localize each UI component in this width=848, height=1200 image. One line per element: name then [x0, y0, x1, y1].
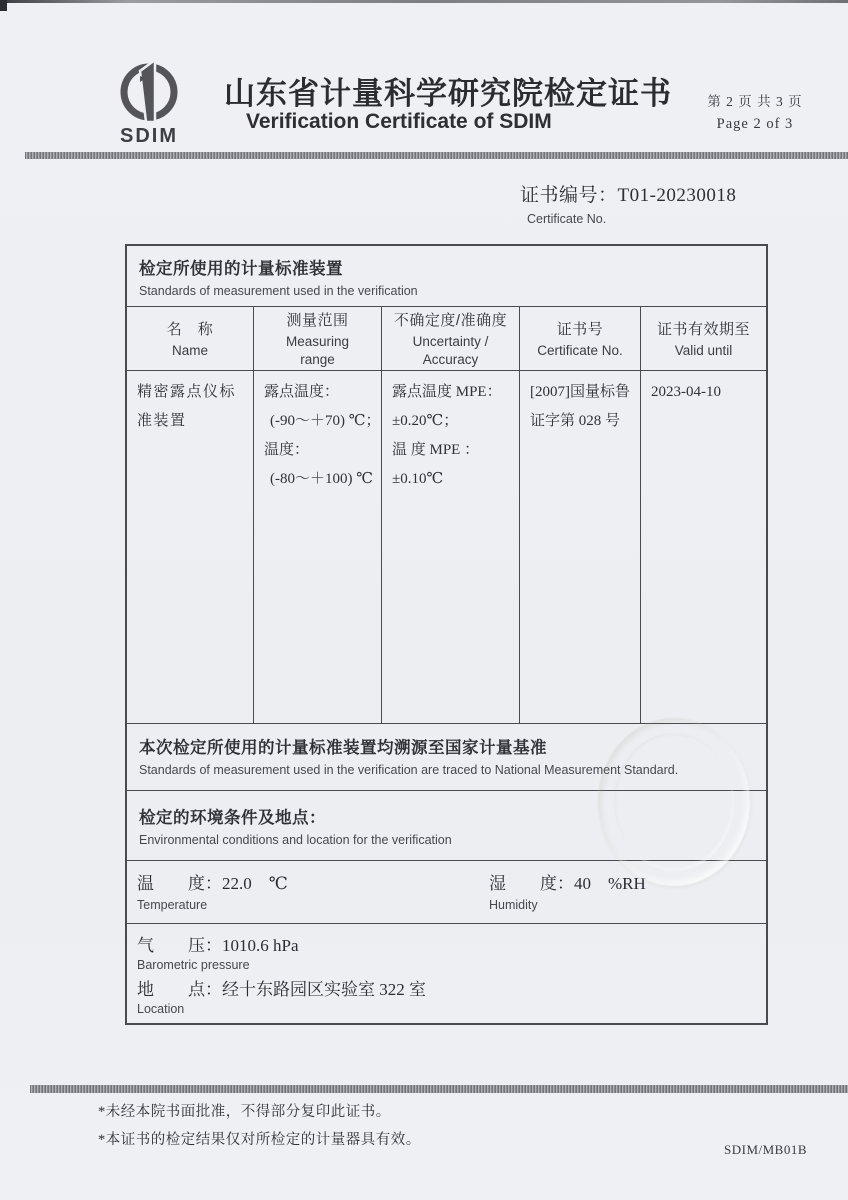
temperature-field [127, 861, 479, 923]
column-header-uncertainty [382, 307, 520, 371]
scan-corner-artifact [0, 0, 7, 11]
pressure-location-row [127, 923, 766, 1023]
temperature-label-en: Temperature [137, 898, 208, 912]
column-header-uncertainty-zh: 不确定度/准确度 [393, 311, 508, 329]
uncertainty-line: 露点温度 MPE： [392, 384, 502, 400]
certificate-number-block [520, 180, 736, 226]
sdim-logo [104, 58, 194, 148]
certificate-title-en: Verification Certificate of SDIM [246, 110, 552, 133]
footnotes [98, 1098, 421, 1154]
humidity-label-zh: 湿 度： [489, 874, 574, 893]
pressure-value-line [137, 931, 766, 956]
column-header-measuring-range [254, 307, 382, 371]
temperature-value-line [137, 869, 479, 894]
form-code: SDIM/MB01B [724, 1142, 808, 1157]
standards-title-zh: 检定所使用的计量标准装置 [139, 260, 343, 278]
range-line: 温度： [264, 442, 310, 458]
logo-text: SDIM [120, 125, 178, 147]
footnote-line: *本证书的检定结果仅对所检定的计量器具有效。 [98, 1132, 421, 1148]
traceability-statement [127, 724, 766, 790]
column-header-certno-zh: 证书号 [556, 320, 604, 338]
pressure-label-zh: 气 压： [137, 936, 222, 955]
header-divider-bar [25, 152, 848, 159]
uncertainty-line: ±0.20℃； [392, 413, 459, 429]
pressure-value: 1010.6 hPa [222, 936, 299, 955]
humidity-value-line [489, 869, 646, 894]
cell-certificate-no: [2007]国量标鲁证字第 028 号 [520, 371, 641, 723]
column-header-name-zh: 名 称 [166, 320, 214, 338]
standards-section-header [127, 246, 766, 306]
environment-title-zh: 检定的环境条件及地点： [139, 809, 326, 827]
traceability-en: Standards of measurement used in the verification are traced to National Measurement Standard. [139, 763, 679, 777]
page-indicator [695, 90, 815, 133]
column-header-name [127, 307, 254, 371]
pressure-label-en: Barometric pressure [137, 958, 250, 972]
column-header-name-en: Name [171, 342, 208, 358]
traceability-zh: 本次检定所使用的计量标准装置均溯源至国家计量基准 [139, 739, 547, 757]
column-header-range-en: Measuring range [285, 333, 350, 367]
certificate-title-zh: 山东省计量科学研究院检定证书 [224, 76, 672, 111]
humidity-field [479, 861, 646, 923]
temperature-value: 22.0 ℃ [222, 874, 288, 893]
environment-title-en: Environmental conditions and location for the verification [139, 833, 452, 847]
humidity-label-en: Humidity [489, 898, 538, 912]
certificate-number: 证书编号：T01-20230018 [520, 185, 737, 206]
location-value: 经十东路园区实验室 322 室 [222, 980, 426, 999]
column-header-valid-en: Valid until [674, 342, 733, 358]
range-line: 露点温度： [264, 384, 340, 400]
location-value-line [137, 975, 766, 1000]
cell-standard-name: 精密露点仪标准装置 [127, 371, 254, 723]
humidity-value: 40 %RH [574, 874, 646, 893]
column-header-range-zh: 测量范围 [286, 311, 349, 329]
column-header-certno-en: Certificate No. [537, 342, 623, 358]
standards-title-en: Standards of measurement used in the verification [139, 284, 418, 298]
temperature-humidity-row [127, 860, 766, 923]
cell-valid-until: 2023-04-10 [651, 384, 721, 400]
certificate-body-panel [125, 244, 768, 1025]
location-label-en: Location [137, 1002, 185, 1016]
temperature-label-zh: 温 度： [137, 874, 222, 893]
environment-section-header [127, 790, 766, 860]
column-header-valid-zh: 证书有效期至 [656, 320, 750, 338]
footnote-line: *未经本院书面批准，不得部分复印此证书。 [98, 1104, 391, 1120]
range-line: (-90～＋70) ℃； [270, 413, 381, 429]
range-line: (-80～＋100) ℃ [270, 471, 374, 487]
location-label-zh: 地 点： [137, 980, 222, 999]
page-indicator-zh: 第 2 页 共 3 页 [707, 94, 803, 109]
footer-divider-bar [30, 1085, 848, 1093]
column-header-uncertainty-en: Uncertainty / Accuracy [412, 333, 489, 367]
certificate-number-label-en: Certificate No. [527, 212, 607, 226]
cell-uncertainty [382, 371, 520, 723]
uncertainty-line: 温 度 MPE ： [392, 442, 480, 458]
column-header-valid-until [641, 307, 766, 371]
standards-table [127, 306, 766, 724]
scan-edge-artifact [0, 0, 848, 3]
cell-measuring-range [254, 371, 382, 723]
page-indicator-en: Page 2 of 3 [716, 116, 794, 132]
uncertainty-line: ±0.10℃ [392, 471, 444, 487]
column-header-certificate-no [520, 307, 641, 371]
